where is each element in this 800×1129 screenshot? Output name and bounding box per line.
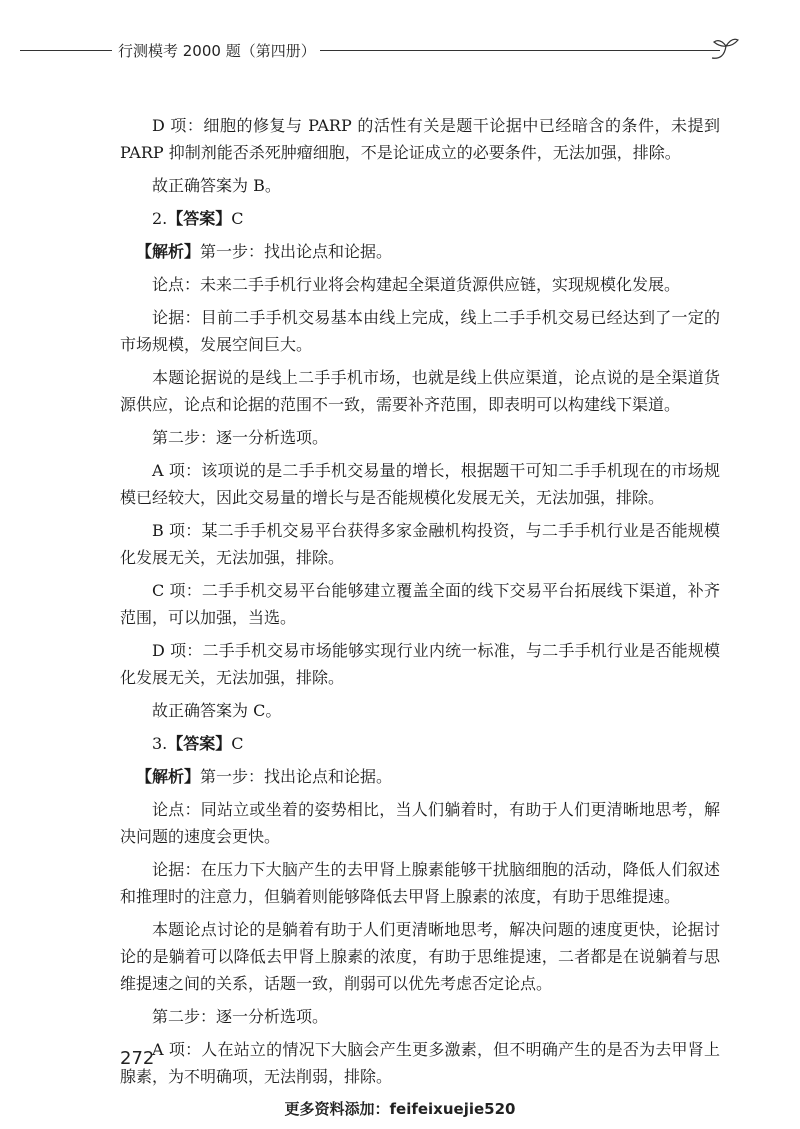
q2-answer-line bbox=[120, 205, 720, 232]
q3-answer-value: C bbox=[231, 734, 244, 753]
q2-evidence: 论据：目前二手手机交易基本由线上完成，线上二手手机交易已经达到了一定的市场规模，发展空间巨大。 bbox=[120, 308, 720, 354]
q1-conclusion: 故正确答案为 B。 bbox=[152, 176, 281, 195]
q2-answer-value: C bbox=[231, 209, 244, 228]
q3-step1-title: 第一步：找出论点和论据。 bbox=[200, 767, 393, 786]
q2-step1-title: 第一步：找出论点和论据。 bbox=[200, 242, 393, 261]
q3-option-a: A 项：人在站立的情况下大脑会产生更多激素，但不明确产生的是否为去甲肾上腺素，为不明确项，无法削弱，排除。 bbox=[120, 1040, 720, 1086]
header-rule-right bbox=[320, 50, 720, 51]
q3-analysis-label: 【解析】 bbox=[136, 767, 201, 786]
q3-step2-title: 第二步：逐一分析选项。 bbox=[152, 1007, 329, 1026]
q3-number: 3. bbox=[152, 734, 168, 753]
q3-summary: 本题论点讨论的是躺着有助于人们更清晰地思考，解决问题的速度更快，论据讨论的是躺着可以降低去甲肾上腺素的浓度，有助于思维提速，二者都是在说躺着与思维提速之间的关系，话题一致，削弱可以优先考虑否定论点。 bbox=[120, 920, 720, 993]
q2-option-b: B 项：某二手手机交易平台获得多家金融机构投资，与二手手机行业是否能规模化发展无关，无法加强，排除。 bbox=[120, 521, 720, 567]
sprout-icon bbox=[710, 34, 740, 64]
q2-option-c: C 项：二手手机交易平台能够建立覆盖全面的线下交易平台拓展线下渠道，补齐范围，可以加强，当选。 bbox=[120, 581, 720, 627]
q3-answer-label: 【答案】 bbox=[167, 734, 232, 753]
running-header bbox=[20, 34, 720, 64]
main-content bbox=[120, 112, 720, 1096]
q3-analysis-line bbox=[120, 763, 720, 790]
q2-summary: 本题论据说的是线上二手手机市场，也就是线上供应渠道，论点说的是全渠道货源供应，论点和论据的范围不一致，需要补齐范围，即表明可以构建线下渠道。 bbox=[120, 368, 720, 414]
header-title: 行测模考 2000 题（第四册） bbox=[118, 42, 316, 60]
q3-thesis: 论点：同站立或坐着的姿势相比，当人们躺着时，有助于人们更清晰地思考，解决问题的速度会更快。 bbox=[120, 800, 720, 846]
footer-note: 更多资料添加：feifeixuejie520 bbox=[284, 1100, 516, 1118]
q2-option-d: D 项：二手手机交易市场能够实现行业内统一标准，与二手手机行业是否能规模化发展无关，无法加强，排除。 bbox=[120, 641, 720, 687]
q1-option-d: D 项：细胞的修复与 PARP 的活性有关是题干论据中已经暗含的条件，未提到 PARP 抑制剂能否杀死肿瘤细胞，不是论证成立的必要条件，无法加强，排除。 bbox=[120, 116, 720, 162]
header-rule-left bbox=[20, 50, 112, 51]
q2-option-a: A 项：该项说的是二手手机交易量的增长，根据题干可知二手手机现在的市场规模已经较大，因此交易量的增长与是否能规模化发展无关，无法加强，排除。 bbox=[120, 461, 720, 507]
q2-analysis-label: 【解析】 bbox=[136, 242, 201, 261]
q3-evidence: 论据：在压力下大脑产生的去甲肾上腺素能够干扰脑细胞的活动，降低人们叙述和推理时的注意力，但躺着则能够降低去甲肾上腺素的浓度，有助于思维提速。 bbox=[120, 860, 720, 906]
q2-answer-label: 【答案】 bbox=[167, 209, 232, 228]
q2-step2-title: 第二步：逐一分析选项。 bbox=[152, 428, 329, 447]
q2-analysis-line bbox=[120, 238, 720, 265]
q2-conclusion: 故正确答案为 C。 bbox=[152, 701, 282, 720]
q2-number: 2. bbox=[152, 209, 168, 228]
q2-thesis: 论点：未来二手手机行业将会构建起全渠道货源供应链，实现规模化发展。 bbox=[152, 275, 681, 294]
q3-answer-line bbox=[120, 730, 720, 757]
page-number: 272 bbox=[120, 1048, 155, 1069]
